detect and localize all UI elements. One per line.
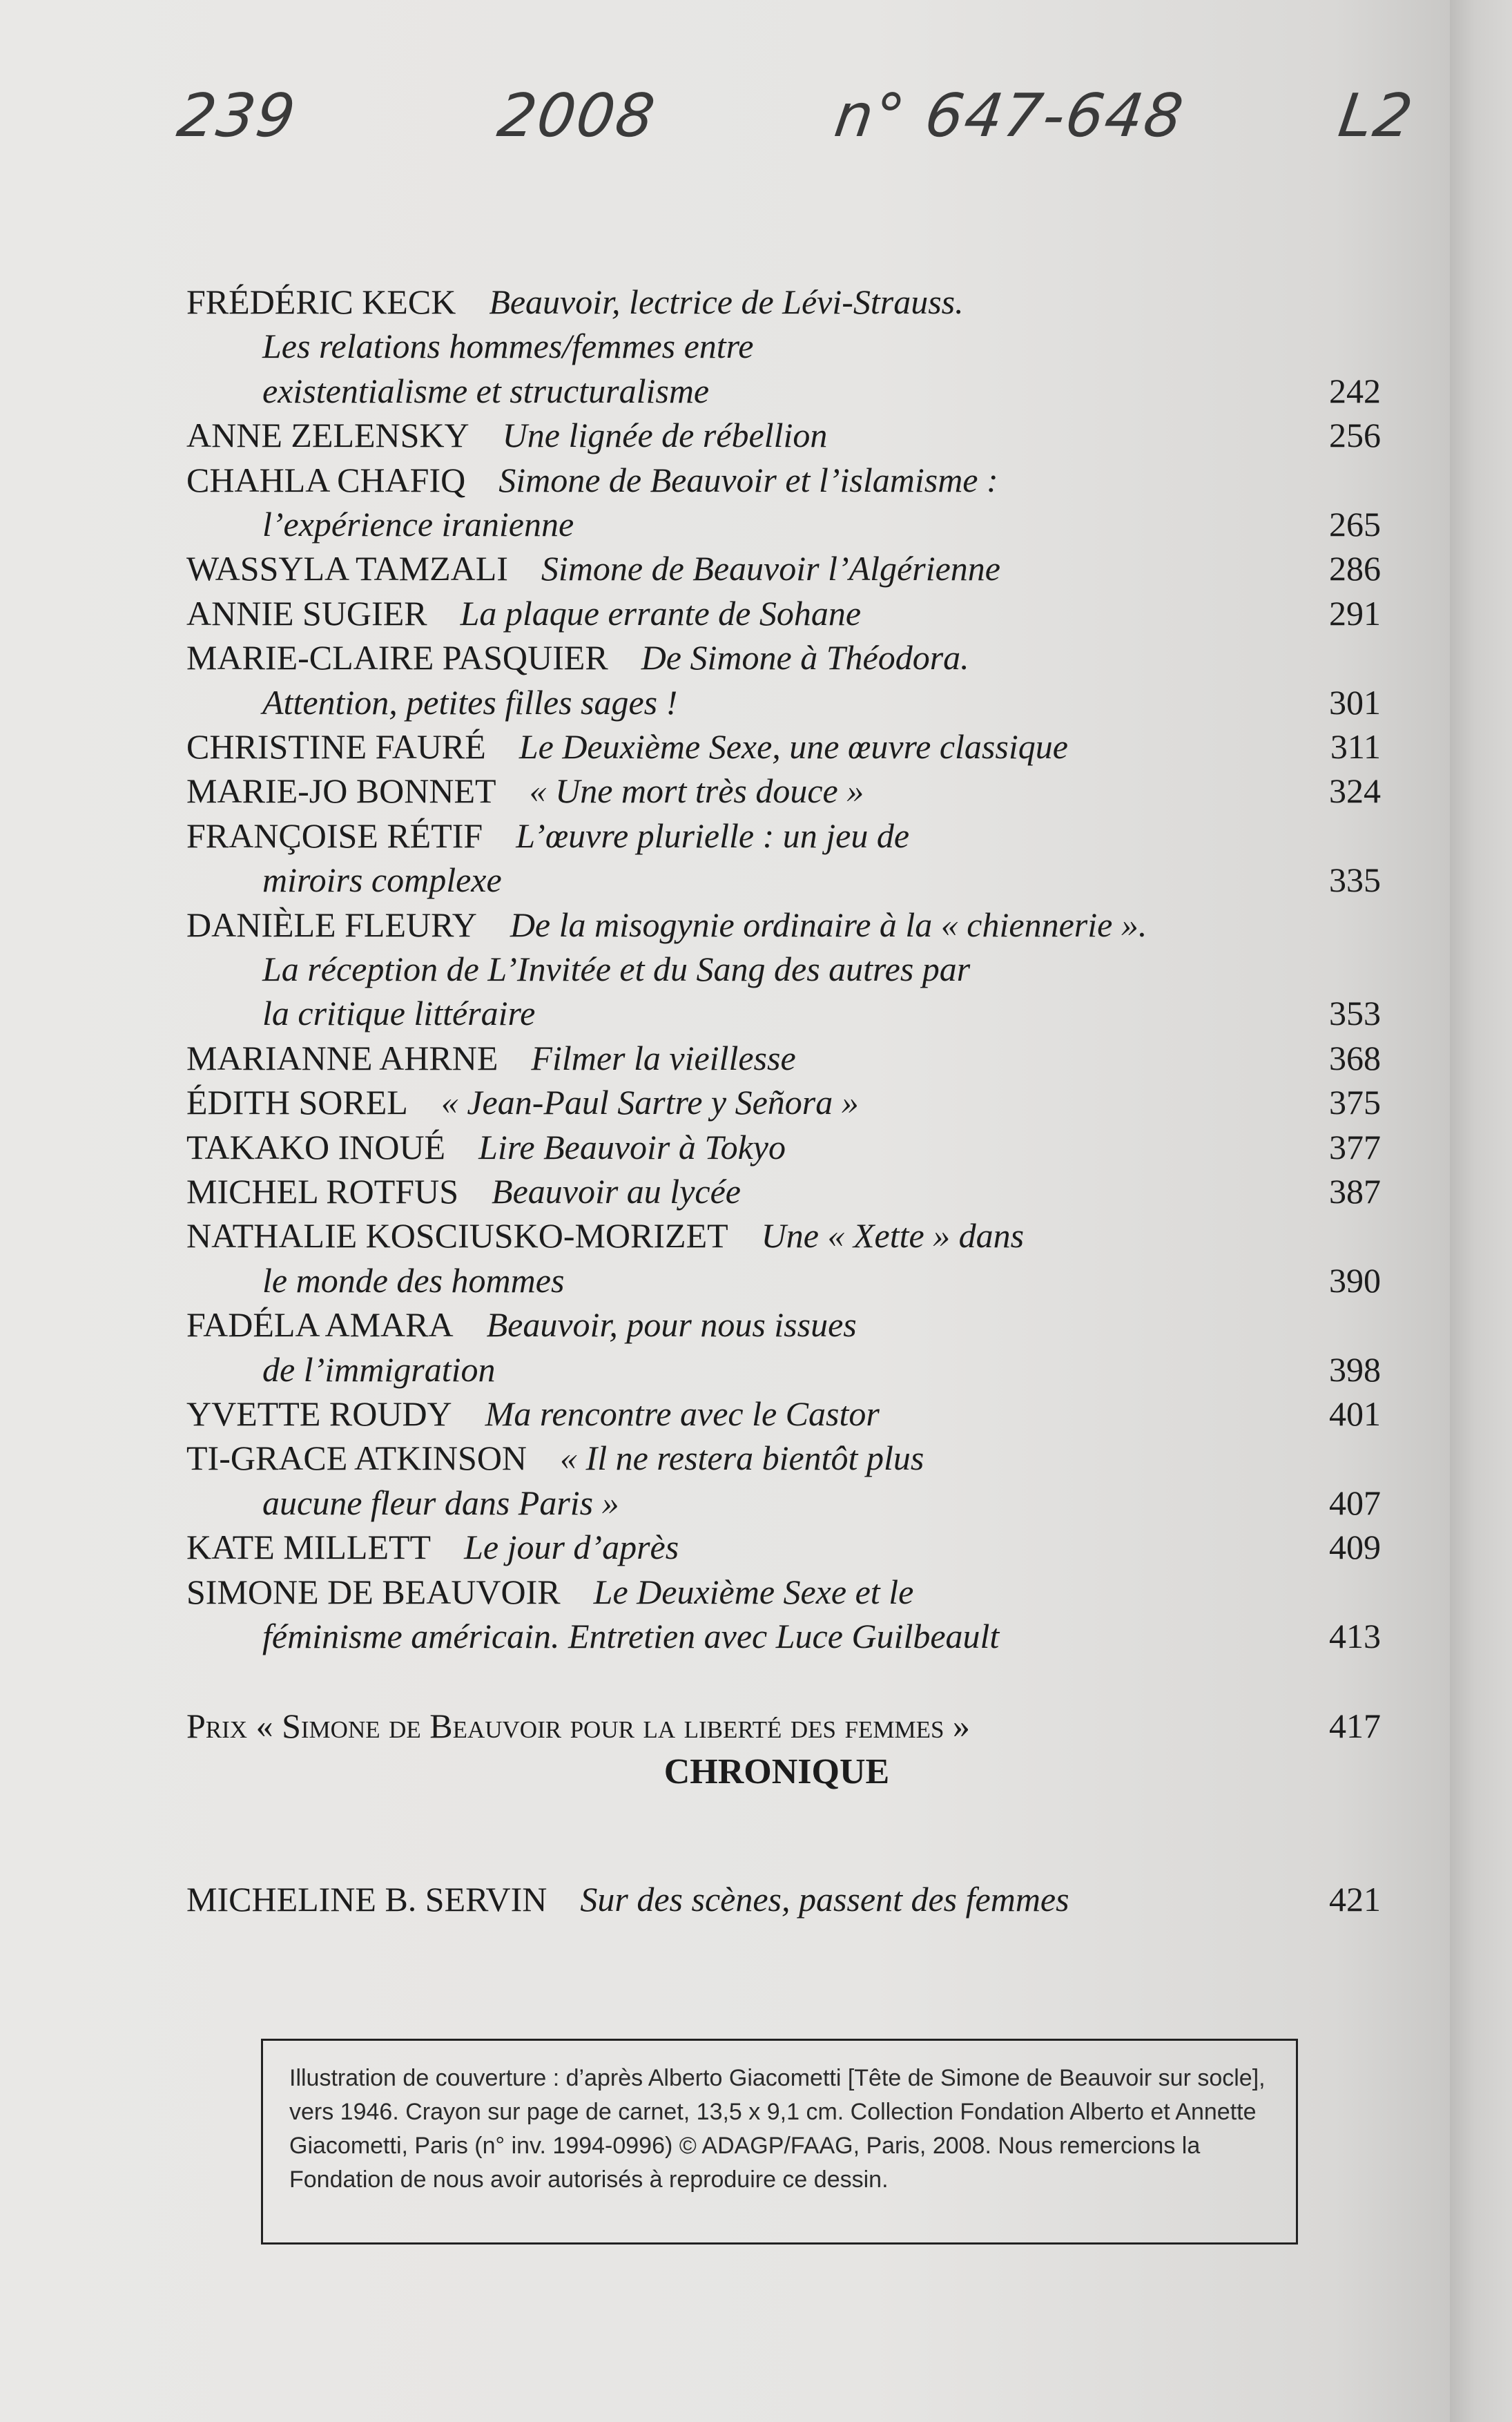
toc-entry-continuation [262,991,1381,1035]
toc-title: Filmer la vieillesse [531,1039,796,1077]
toc-entry [186,1125,1381,1169]
toc-title: Ma rencontre avec le Castor [485,1394,880,1433]
toc-title: existentialisme et structuralisme [262,372,710,410]
handwritten-number: 239 [173,81,301,151]
chronique-heading: CHRONIQUE [663,1752,890,1791]
toc-entry [186,458,1381,502]
toc-title: Les relations hommes/femmes entre [262,327,754,365]
toc-entry [186,1213,1381,1258]
toc-title: L’œuvre plurielle : un jeu de [516,816,910,855]
prix-entry [186,1704,1381,1748]
toc-title: le monde des hommes [262,1261,565,1300]
toc-page-number: 390 [1329,1261,1381,1300]
toc-page-number: 377 [1329,1128,1381,1166]
toc-entry [186,280,1381,324]
toc-title: « Jean-Paul Sartre y Señora » [440,1083,859,1122]
toc-page-number: 335 [1329,861,1381,899]
prix-title: Prix « Simone de Beauvoir pour la liberté des femmes » [186,1707,970,1745]
toc-page-number: 324 [1329,771,1381,810]
toc-page-number: 368 [1329,1039,1381,1077]
toc-author: TI-GRACE ATKINSON [186,1439,527,1477]
toc-author: ANNE ZELENSKY [186,416,469,454]
toc-entry [186,1036,1381,1080]
toc-page-number: 401 [1329,1394,1381,1433]
toc-entry-continuation [262,1347,1381,1392]
toc-title: Simone de Beauvoir et l’islamisme : [498,461,998,499]
toc-entry [186,1303,1381,1347]
toc-entry [186,546,1381,590]
toc-author: ANNIE SUGIER [186,594,427,633]
chronique-page: 421 [1329,1880,1381,1919]
toc-entry [186,413,1381,457]
toc-title: Beauvoir, pour nous issues [486,1305,857,1344]
toc-entry [186,769,1381,813]
toc-title: féminisme américain. Entretien avec Luce Guilbeault [262,1617,1000,1655]
toc-author: ÉDITH SOREL [186,1083,408,1122]
toc-page-number: 242 [1329,372,1381,410]
toc-entry [186,903,1381,947]
toc-author: DANIÈLE FLEURY [186,905,477,944]
toc-title: Le jour d’après [464,1528,679,1566]
toc-entry-continuation [262,1614,1381,1658]
toc-page-number: 375 [1329,1083,1381,1122]
toc-page-number: 311 [1330,727,1381,766]
toc-title: La réception de L’Invitée et du Sang des autres par [262,950,971,988]
toc-title: la critique littéraire [262,994,536,1032]
toc-entry-continuation [262,324,1381,368]
cover-credit-box [261,2039,1298,2245]
toc-page-number: 409 [1329,1528,1381,1566]
toc-title: « Il ne restera bientôt plus [560,1439,924,1477]
toc-page-number: 301 [1329,683,1381,722]
toc-entry-continuation [262,858,1381,902]
toc-page-number: 398 [1329,1350,1381,1389]
toc-title: Simone de Beauvoir l’Algérienne [541,549,1000,588]
toc-page-number: 407 [1329,1483,1381,1522]
toc-title: La plaque errante de Sohane [460,594,862,633]
toc-author: WASSYLA TAMZALI [186,549,508,588]
toc-entry [186,1392,1381,1436]
toc-author: SIMONE DE BEAUVOIR [186,1573,561,1611]
toc-author: FADÉLA AMARA [186,1305,454,1344]
toc-title: Le Deuxième Sexe, une œuvre classique [518,727,1068,766]
toc-title: l’expérience iranienne [262,505,574,544]
toc-title: de l’immigration [262,1350,496,1389]
toc-author: MARIANNE AHRNE [186,1039,498,1077]
chronique-author: MICHELINE B. SERVIN [186,1880,547,1919]
book-spine-shadow [1450,0,1512,2422]
toc-entry-continuation [262,680,1381,724]
toc-author: KATE MILLETT [186,1528,432,1566]
toc-page-number: 387 [1329,1172,1381,1211]
toc-author: FRANÇOISE RÉTIF [186,816,483,855]
toc-title: Lire Beauvoir à Tokyo [478,1128,786,1166]
toc-title: aucune fleur dans Paris » [262,1483,619,1522]
toc-author: CHAHLA CHAFIQ [186,461,466,499]
toc-title: Le Deuxième Sexe et le [593,1573,914,1611]
toc-entry-continuation [262,1481,1381,1525]
toc-author: MARIE-CLAIRE PASQUIER [186,638,608,677]
toc-page-number: 286 [1329,549,1381,588]
toc-entry [186,1525,1381,1569]
toc-author: MICHEL ROTFUS [186,1172,459,1211]
toc-page-number: 353 [1329,994,1381,1032]
toc-title: Beauvoir, lectrice de Lévi-Strauss. [489,282,964,321]
toc-author: CHRISTINE FAURÉ [186,727,486,766]
chronique-title: Sur des scènes, passent des femmes [580,1880,1069,1919]
toc-author: YVETTE ROUDY [186,1394,452,1433]
toc-author: NATHALIE KOSCIUSKO-MORIZET [186,1216,728,1255]
cover-credit-text: Illustration de couverture : d’après Alberto Giacometti [Tête de Simone de Beauvoir sur socle], vers 1946. Crayon sur page de carnet, 13,5 x 9,1 cm. Collection Fondation Alberto et Annette Giacometti, Paris (n° inv. 1994-0996) © ADAGP/FAAG, Paris, 2008. Nous remercions la Fondation de nous avoir autorisés à reproduire ce dessin. [289,2065,1266,2193]
toc-page-number: 256 [1329,416,1381,454]
toc-entry [186,591,1381,635]
chronique-entry [186,1877,1381,1921]
toc-entry [186,724,1381,769]
toc-entry [186,1169,1381,1213]
toc-page-number: 413 [1329,1617,1381,1655]
toc-entry-continuation [262,947,1381,991]
toc-page-number: 291 [1329,594,1381,633]
toc-author: FRÉDÉRIC KECK [186,282,456,321]
handwritten-mark: L2 [1334,81,1418,151]
toc-entry-continuation [262,502,1381,546]
toc-title: De Simone à Théodora. [641,638,969,677]
toc-entry-continuation [262,369,1381,413]
toc-entry [186,635,1381,680]
toc-page-number: 265 [1329,505,1381,544]
toc-entry [186,814,1381,858]
handwritten-year: 2008 [493,81,660,151]
toc-title: Une lignée de rébellion [502,416,828,454]
toc-title: Une « Xette » dans [761,1216,1025,1255]
toc-entry [186,1570,1381,1614]
handwritten-issue: n° 647-648 [830,81,1189,151]
toc-author: TAKAKO INOUÉ [186,1128,446,1166]
toc-title: « Une mort très douce » [529,771,864,810]
prix-page: 417 [1329,1707,1381,1745]
toc-author: MARIE-JO BONNET [186,771,496,810]
toc-entry [186,1436,1381,1480]
toc-title: miroirs complexe [262,861,502,899]
toc-title: Beauvoir au lycée [492,1172,741,1211]
toc-title: De la misogynie ordinaire à la « chiennerie ». [510,905,1147,944]
toc-title: Attention, petites filles sages ! [262,683,678,722]
toc-entry [186,1080,1381,1124]
toc-entry-continuation [262,1258,1381,1303]
